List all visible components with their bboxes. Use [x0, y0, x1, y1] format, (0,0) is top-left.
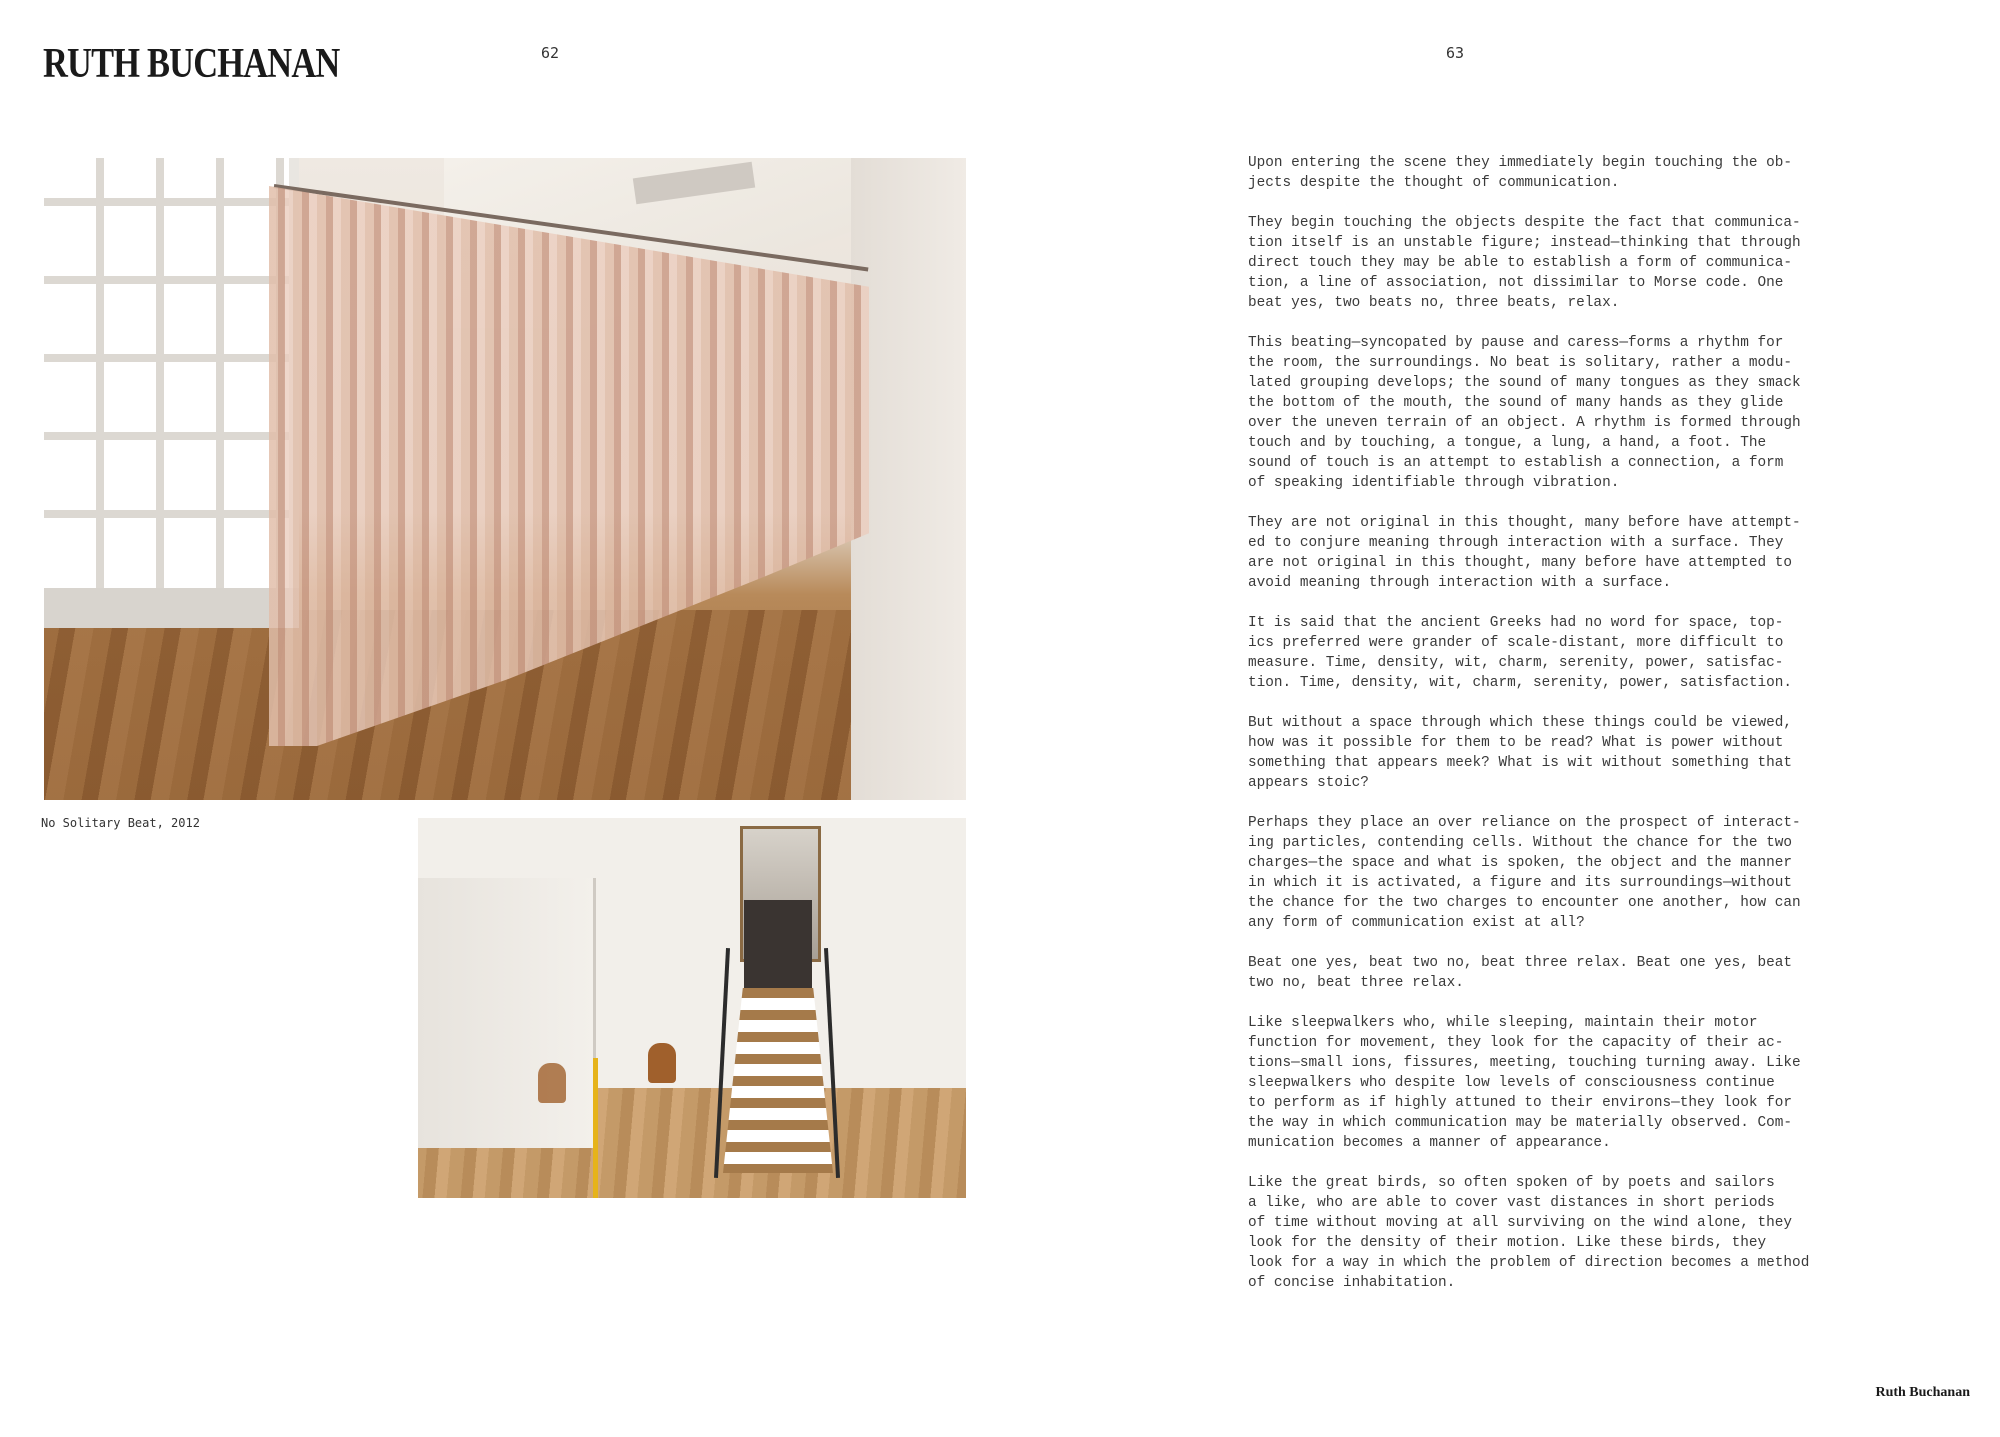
essay-paragraph: They begin touching the objects despite the fact that communica- tion itself is an unstable figure; instead—thinking that through direct touch they may be able to establish a form of communica- tion, a line of association, not dissimilar to Morse code. One beat yes, two beats no, three beats, relax.: [1248, 215, 1801, 311]
window-sill: [44, 588, 299, 628]
display-cabinet: [744, 900, 812, 990]
essay-paragraph: Upon entering the scene they immediately begin touching the ob- jects despite the thought of communication.: [1248, 155, 1793, 191]
artist-title: RUTH BUCHANAN: [43, 41, 340, 87]
essay-paragraph: Like the great birds, so often spoken of by poets and sailors a like, who are able to cover vast distances in short periods of time without moving at all surviving on the wind alone, they look for the density of their motion. Like these birds, they look for a way in which the problem of direction becomes a method of concise inhabitation.: [1248, 1175, 1810, 1291]
figure-caption: No Solitary Beat, 2012: [41, 816, 200, 830]
page-number-right: 63: [1446, 44, 1465, 62]
essay-paragraph: Beat one yes, beat two no, beat three relax. Beat one yes, beat two no, beat three relax.: [1248, 955, 1793, 991]
mirror-panel: [418, 878, 596, 1148]
essay-paragraph: But without a space through which these things could be viewed, how was it possible for them to be read? What is power without something that appears meek? What is wit without something that appears stoic?: [1248, 715, 1793, 791]
essay-text: [1248, 153, 1848, 1313]
essay-paragraph: Perhaps they place an over reliance on the prospect of interact- ing particles, contending cells. Without the chance for the two charges—the space and what is spoken, the object and the manner in which it is activated, a figure and its surroundings—without the chance for the two charges to encounter one another, how can any form of communication exist at all?: [1248, 815, 1801, 931]
installation-photo-curtain: [44, 158, 966, 800]
window: [44, 158, 299, 588]
essay-paragraph: This beating—syncopated by pause and caress—forms a rhythm for the room, the surroundings. No beat is solitary, rather a modu- lated grouping develops; the sound of many tongues as they smack the bottom of the mouth, the sound of many hands as they glide over the uneven terrain of an object. A rhythm is formed through touch and by touching, a tongue, a lung, a hand, a foot. The sound of touch is an attempt to establish a connection, a form of speaking identifiable through vibration.: [1248, 335, 1801, 491]
chair-reflection: [538, 1063, 566, 1103]
yellow-line: [593, 1058, 598, 1198]
page-number-left: 62: [541, 44, 560, 62]
staircase: [723, 988, 833, 1173]
running-footer: Ruth Buchanan: [1875, 1385, 1970, 1400]
installation-photo-staircase: [418, 818, 966, 1198]
chair: [648, 1043, 676, 1083]
essay-paragraph: Like sleepwalkers who, while sleeping, maintain their motor function for movement, they look for the capacity of their ac- tions—small ions, fissures, meeting, touching turning away. Like sleepwalkers who despite low levels of consciousness continue to perform as if highly attuned to their environs—they look for the way in which communication may be materially observed. Com- munication becomes a manner of appearance.: [1248, 1015, 1801, 1151]
essay-paragraph: They are not original in this thought, many before have attempt- ed to conjure meaning through interaction with a surface. They are not original in this thought, many before have attempted to avoid meaning through interaction with a surface.: [1248, 515, 1801, 591]
essay-paragraph: It is said that the ancient Greeks had no word for space, top- ics preferred were grander of scale-distant, more difficult to measure. Time, density, wit, charm, serenity, power, satisfac- tion. Time, density, wit, charm, serenity, power, satisfaction.: [1248, 615, 1793, 691]
